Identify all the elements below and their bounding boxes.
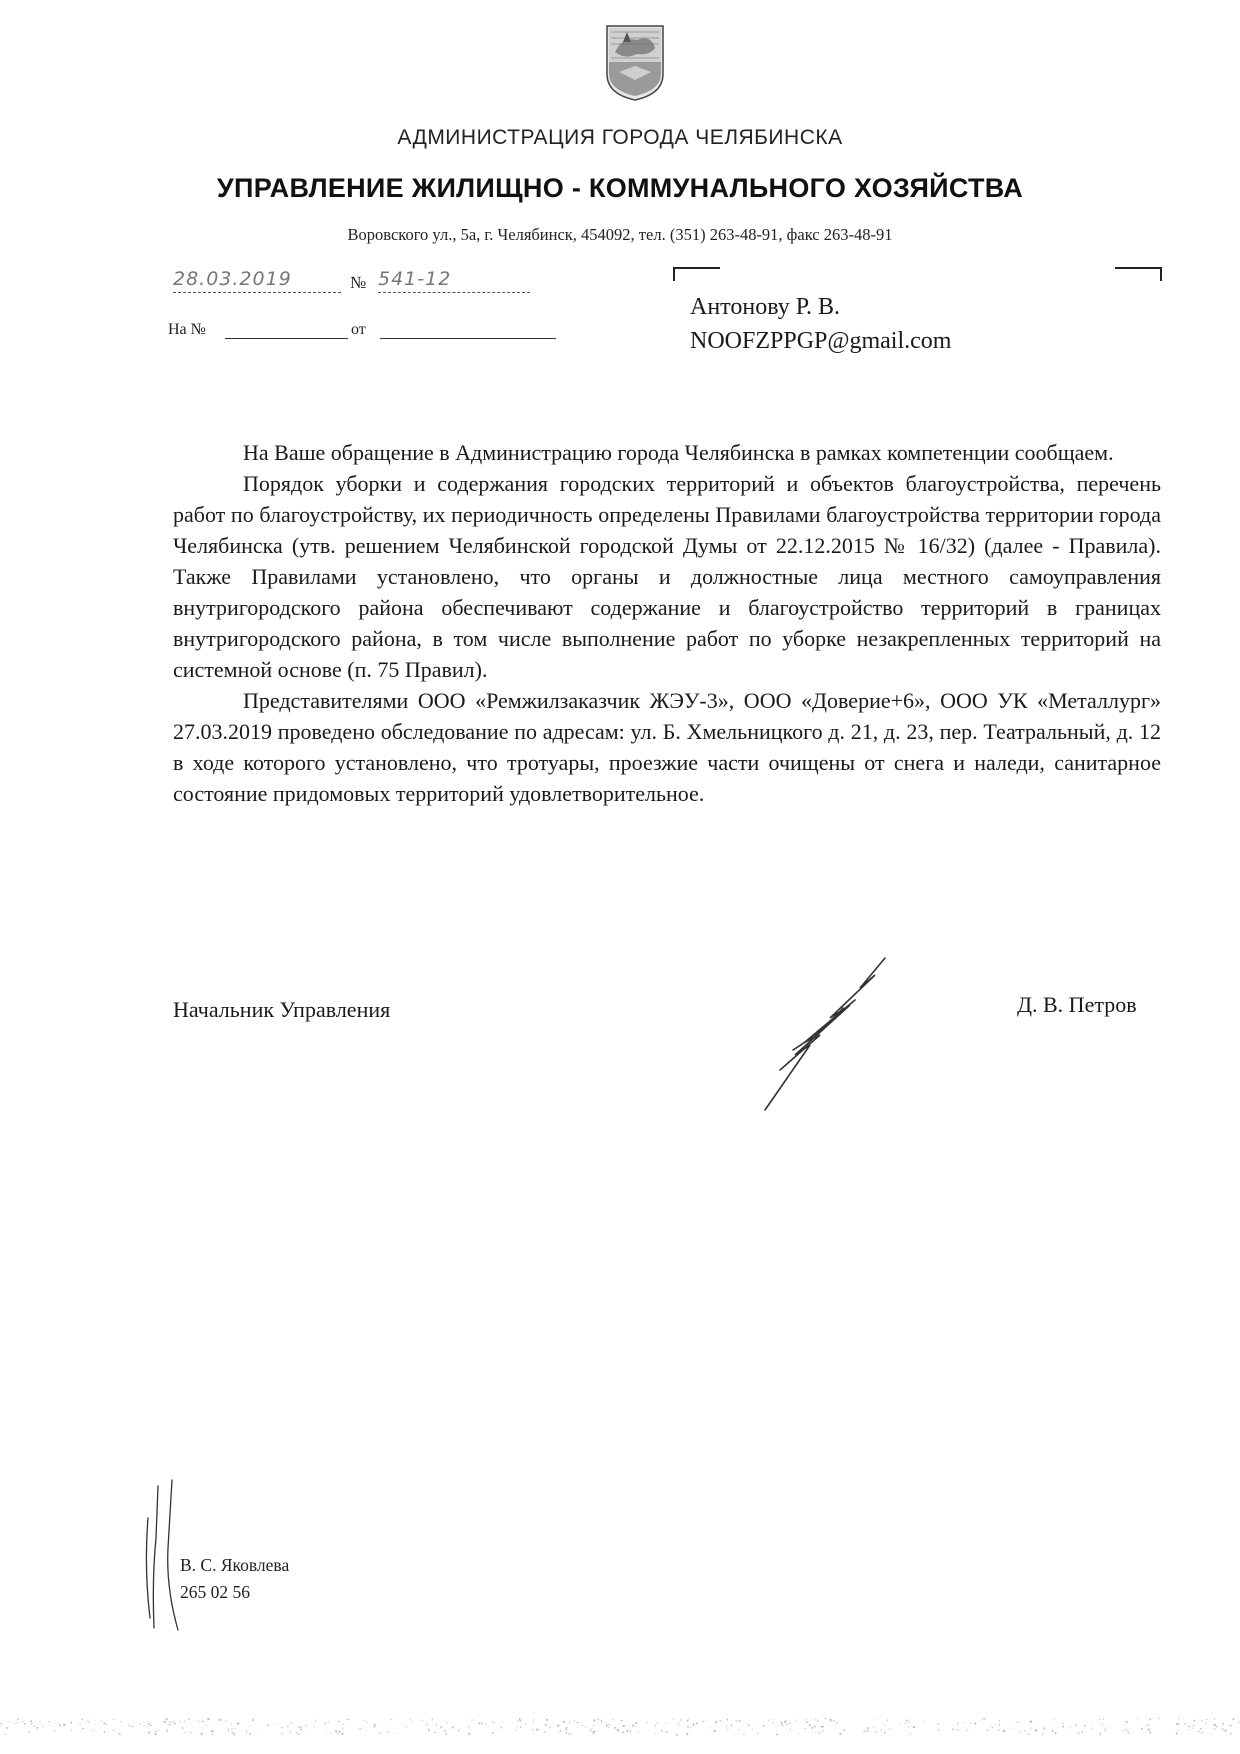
recipient-block <box>690 290 951 358</box>
signatory-name: Д. В. Петров <box>1017 992 1137 1017</box>
administration-name: АДМИНИСТРАЦИЯ ГОРОДА ЧЕЛЯБИНСКА <box>397 126 843 149</box>
department-address: Воровского ул., 5а, г. Челябинск, 454092, тел. (351) 263-48-91, факс 263-48-91 <box>347 225 893 244</box>
outgoing-number-label: № <box>350 273 367 292</box>
reference-number-label: На № <box>168 321 206 338</box>
outgoing-date: 28.03.2019 <box>173 268 341 293</box>
recipient-corner-right <box>1115 267 1162 281</box>
handwritten-signature <box>755 950 895 1115</box>
recipient-name: Антонову Р. В. <box>690 294 841 320</box>
letter-body <box>173 437 1161 809</box>
recipient-email: NOOFZPPGP@gmail.com <box>690 328 952 354</box>
executor-phone: 265 02 56 <box>180 1582 250 1602</box>
body-paragraph: Представителями ООО «Ремжилзаказчик ЖЭУ-3», ООО «Доверие+6», ООО УК «Металлург» 27.03.2019 проведено обследование по адресам: ул. Б. Хмельницкого д. 21, д. 23, пер. Театральный, д. 12 в ходе которого установлено, что тротуары, проезжие части очищены от снега и наледи, санитарное состояние придомовых территорий удовлетворительное. <box>173 688 1161 806</box>
department-name: УПРАВЛЕНИЕ ЖИЛИЩНО - КОММУНАЛЬНОГО ХОЗЯЙСТВА <box>216 173 1024 203</box>
scan-noise <box>0 1718 1240 1736</box>
reference-date-blank <box>380 338 556 339</box>
city-coat-of-arms-icon <box>605 22 665 102</box>
outgoing-number: 541-12 <box>378 268 530 293</box>
reference-date-label: от <box>351 321 366 338</box>
signatory-position: Начальник Управления <box>173 997 391 1022</box>
reference-number-blank <box>225 338 348 339</box>
executor-block <box>180 1552 289 1606</box>
body-paragraph: Порядок уборки и содержания городских территорий и объектов благоустройства, перечень работ по благоустройству, их периодичность определены Правилами благоустройства территории города Челябинска (утв. решением Челябинской городской Думы от 22.12.2015 № 16/32) (далее - Правила). Также Правилами установлено, что органы и должностные лица местного самоуправления внутригородского района обеспечивают содержание и благоустройство территорий в границах внутригородского района, в том числе выполнение работ по уборке незакрепленных территорий на системной основе (п. 75 Правил). <box>173 471 1161 682</box>
body-paragraph: На Ваше обращение в Администрацию города Челябинска в рамках компетенции сообщаем. <box>243 440 1114 465</box>
executor-initials-mark <box>138 1478 186 1638</box>
recipient-corner-left <box>673 267 720 281</box>
executor-name: В. С. Яковлева <box>180 1555 290 1575</box>
